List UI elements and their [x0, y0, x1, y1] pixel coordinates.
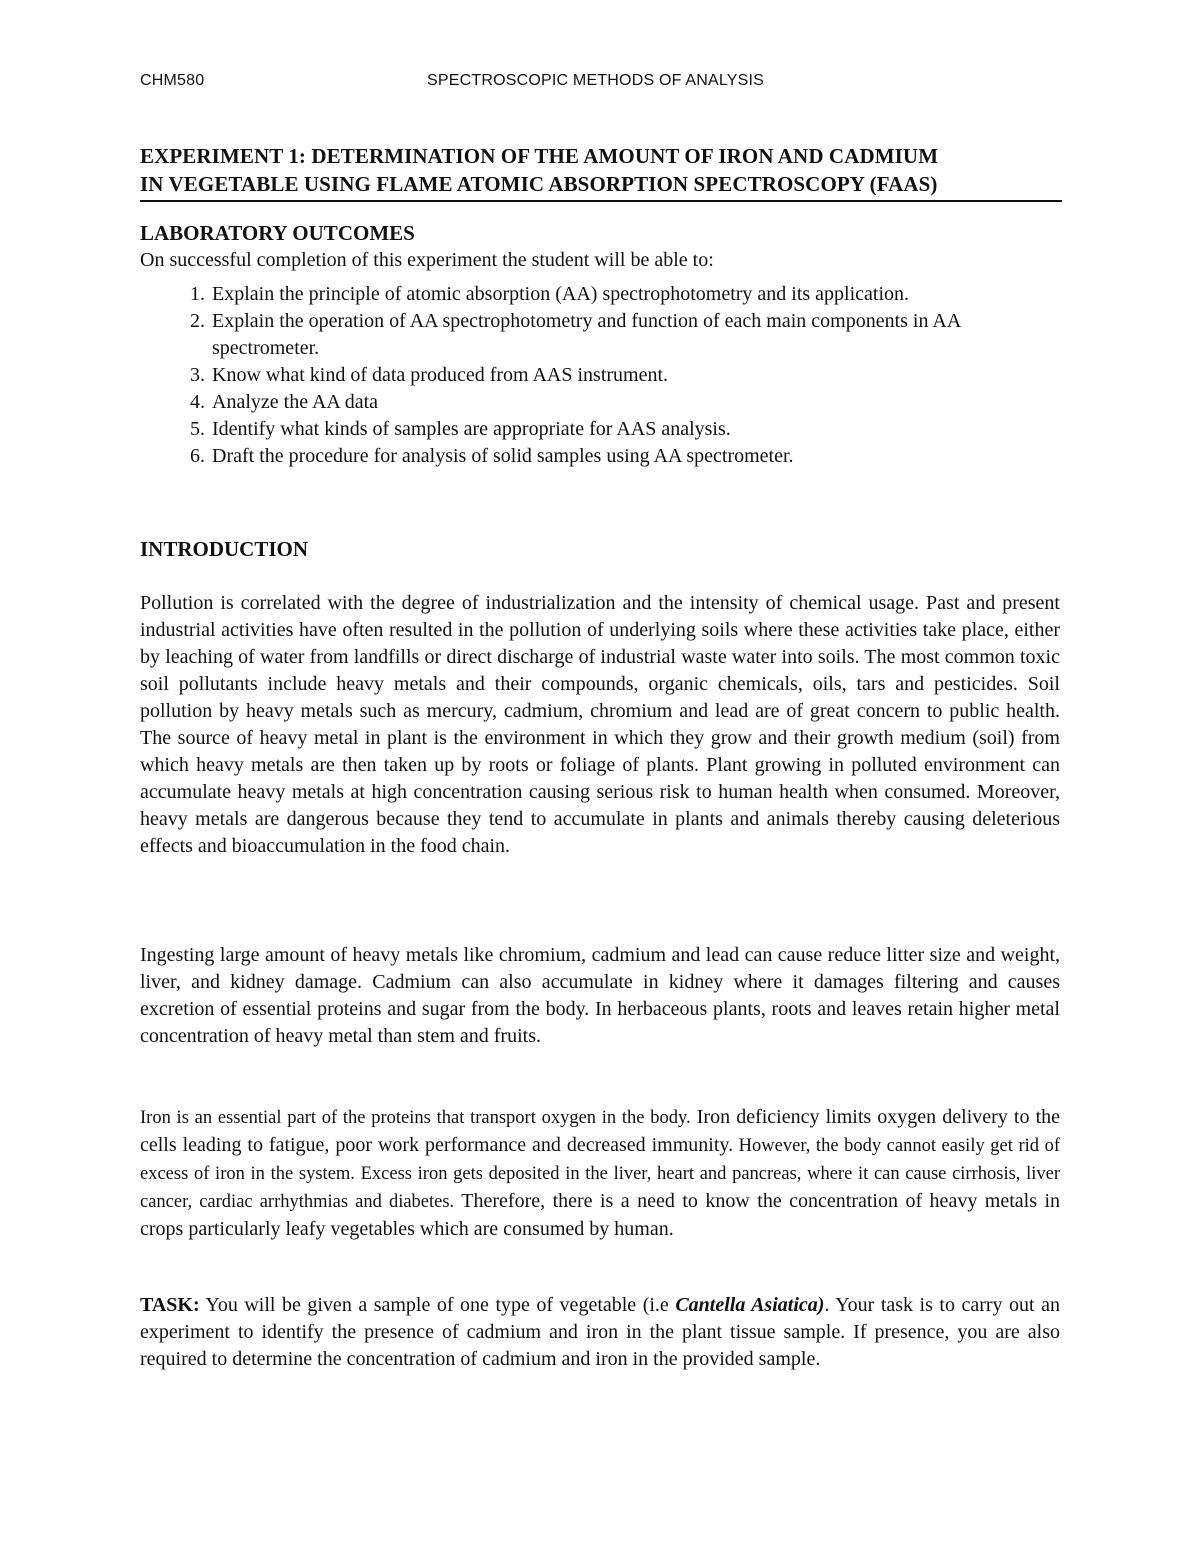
outcome-item: 2. Explain the operation of AA spectrophotometry and function of each main components in AA spectrometer.: [210, 308, 1060, 362]
task-section: [140, 1292, 1060, 1373]
outcome-item: 5. Identify what kinds of samples are appropriate for AAS analysis.: [210, 416, 1060, 443]
experiment-title: [140, 142, 1062, 202]
outcomes-heading: LABORATORY OUTCOMES: [140, 221, 415, 245]
outcomes-list: [140, 281, 1060, 470]
task-paragraph: [140, 1292, 1060, 1373]
task-label: TASK:: [140, 1294, 200, 1316]
plant-name: Cantella Asiatica): [675, 1294, 825, 1316]
paragraph-pollution: Pollution is correlated with the degree of industrialization and the intensity of chemical usage. Past and present industrial activities have often resulted in the pollution of underlying soils where these activities take place, either by leaching of water from landfills or direct discharge of industrial waste water into soils. The most common toxic soil pollutants include heavy metals and their compounds, organic chemicals, oils, tars and pesticides. Soil pollution by heavy metals such as mercury, cadmium, chromium and lead are of great concern to public health. The source of heavy metal in plant is the environment in which they grow and their growth medium (soil) from which heavy metals are then taken up by roots or foliage of plants. Plant growing in polluted environment can accumulate heavy metals at high concentration causing serious risk to human health when consumed. Moreover, heavy metals are dangerous because they tend to accumulate in plants and animals thereby causing deleterious effects and bioaccumulation in the food chain.: [140, 592, 1060, 857]
title-line-2: IN VEGETABLE USING FLAME ATOMIC ABSORPTION SPECTROSCOPY (FAAS): [140, 172, 938, 196]
title-line-1: EXPERIMENT 1: DETERMINATION OF THE AMOUNT OF IRON AND CADMIUM: [140, 144, 939, 168]
course-code: CHM580: [140, 72, 205, 89]
outcome-item: 3. Know what kind of data produced from AAS instrument.: [210, 362, 1060, 389]
task-text-before: You will be given a sample of one type of vegetable (i.e: [199, 1294, 676, 1316]
introduction-section: [140, 535, 1060, 563]
paragraph-heavy-metals: Ingesting large amount of heavy metals like chromium, cadmium and lead can cause reduce litter size and weight, liver, and kidney damage. Cadmium can also accumulate in kidney where it damages filtering and causes excretion of essential proteins and sugar from the body. In herbaceous plants, roots and leaves retain higher metal concentration of heavy metal than stem and fruits.: [140, 944, 1060, 1047]
introduction-paragraph-2: [140, 942, 1060, 1050]
iron-sentence-3: However, the body cannot easily get rid of excess of iron in the system. Excess iron gets deposited in the liver, heart and pancreas, where it can cause cirrhosis, liver cancer, cardiac arrhythmias and diabetes.: [140, 1136, 1060, 1212]
iron-sentence-2: Iron deficiency limits oxygen delivery to the cells leading to fatigue, poor work performance and decreased immunity.: [140, 1106, 1061, 1156]
outcome-item: 6. Draft the procedure for analysis of solid samples using AA spectrometer.: [210, 443, 1060, 470]
task-text-after: . Your task is to carry out an experiment to identify the presence of cadmium and iron in the plant tissue sample. If presence, you are also required to determine the concentration of cadmium and iron in the provided sample.: [140, 1294, 1061, 1370]
laboratory-outcomes-section: [140, 219, 1060, 470]
paragraph-iron: [140, 1104, 1060, 1243]
introduction-heading: INTRODUCTION: [140, 537, 309, 561]
introduction-paragraph-3: [140, 1104, 1060, 1243]
iron-sentence-4: Therefore, there is a need to know the concentration of heavy metals in crops particularly leafy vegetables which are consumed by human.: [140, 1190, 1060, 1240]
running-header: [140, 72, 1060, 98]
iron-sentence-1: Iron is an essential part of the proteins that transport oxygen in the body.: [140, 1108, 691, 1128]
outcome-item: 4. Analyze the AA data: [210, 389, 1060, 416]
introduction-paragraph-1: [140, 590, 1060, 860]
outcome-item: 1. Explain the principle of atomic absorption (AA) spectrophotometry and its application.: [210, 281, 1060, 308]
outcomes-intro: On successful completion of this experiment the student will be able to:: [140, 249, 714, 271]
course-title: SPECTROSCOPIC METHODS OF ANALYSIS: [427, 72, 765, 89]
